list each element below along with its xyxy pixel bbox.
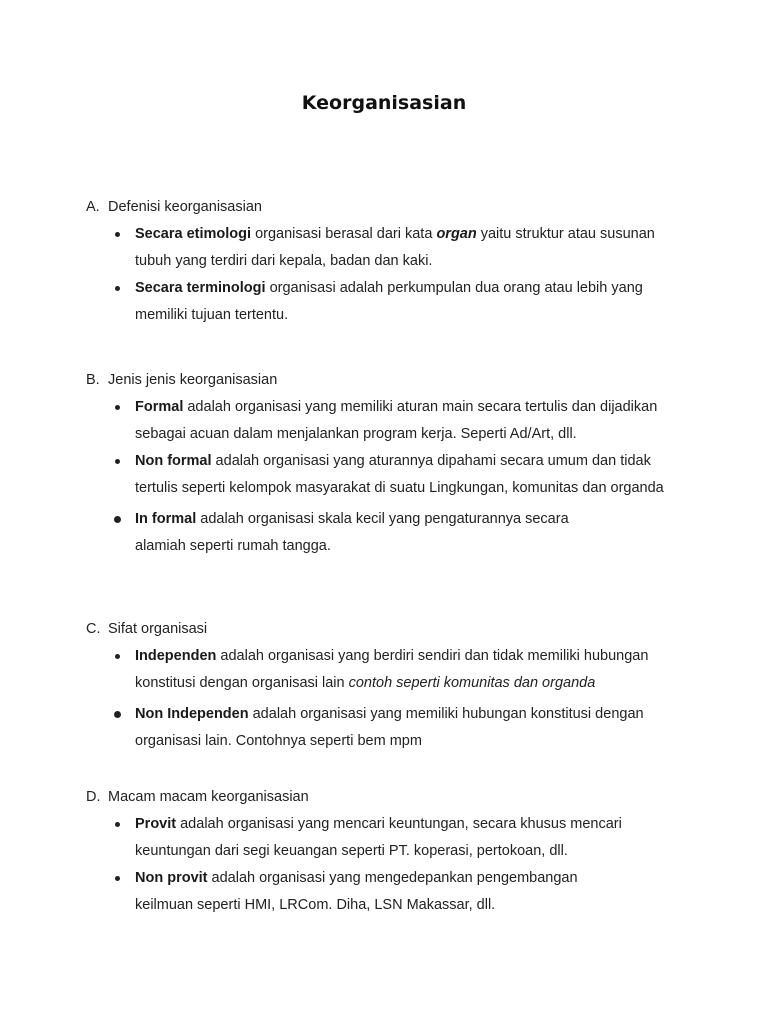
- section-letter: C.: [86, 621, 101, 637]
- list-item: [86, 506, 686, 560]
- item-body: adalah organisasi yang memiliki hubungan konstitusi dengan organisasi lain. Contohnya seperti bem mpm: [135, 706, 644, 749]
- item-text: [135, 448, 680, 502]
- bullet-icon: [115, 822, 120, 827]
- section-letter: D.: [86, 789, 101, 805]
- section-letter: B.: [86, 372, 100, 388]
- bullet-icon: [114, 516, 121, 523]
- item-body: organisasi adalah perkumpulan dua orang atau lebih yang memiliki tujuan tertentu.: [135, 280, 643, 323]
- section-letter: A.: [86, 199, 100, 215]
- item-body: organisasi berasal dari kata: [251, 226, 437, 242]
- bullet-icon: [115, 459, 120, 464]
- page-title: Keorganisasian: [301, 92, 467, 114]
- bullet-list: [86, 394, 686, 560]
- list-item: [86, 275, 686, 329]
- item-text: [135, 701, 680, 755]
- item-term: Provit: [135, 816, 177, 832]
- list-item: [86, 221, 686, 275]
- item-body: adalah organisasi yang aturannya dipahami secara umum dan tidak tertulis seperti kelompok masyarakat di suatu Lingkungan, komunitas dan organda: [135, 453, 664, 496]
- item-body: adalah organisasi skala kecil yang pengaturannya secara alamiah seperti rumah tangga.: [135, 511, 569, 554]
- item-term: Independen: [135, 648, 217, 664]
- section-a: [86, 194, 686, 329]
- item-term: Non Independen: [135, 706, 249, 722]
- item-term: Non formal: [135, 453, 212, 469]
- item-term: Formal: [135, 399, 184, 415]
- item-body: adalah organisasi yang mengedepankan pengembangan keilmuan seperti HMI, LRCom. Diha, LSN Makassar, dll.: [135, 870, 578, 913]
- item-text: [135, 643, 680, 697]
- item-text: [135, 275, 680, 329]
- bullet-icon: [115, 876, 120, 881]
- section-heading: [86, 367, 686, 394]
- list-item: [86, 811, 686, 865]
- section-title: Macam macam keorganisasian: [108, 789, 309, 805]
- item-term: In formal: [135, 511, 197, 527]
- bullet-icon: [115, 405, 120, 410]
- item-term: Secara terminologi: [135, 280, 266, 296]
- section-heading: [86, 784, 686, 811]
- item-emphasis: organ: [436, 226, 477, 242]
- section-heading: [86, 194, 686, 221]
- bullet-icon: [115, 654, 120, 659]
- list-item: [86, 701, 686, 755]
- section-c: [86, 616, 686, 755]
- bullet-icon: [114, 711, 121, 718]
- list-item: [86, 448, 686, 502]
- item-body: yaitu struktur atau susunan tubuh yang terdiri dari kepala, badan dan kaki.: [135, 226, 655, 269]
- section-b: [86, 367, 686, 560]
- section-title: Jenis jenis keorganisasian: [108, 372, 278, 388]
- list-item: [86, 865, 686, 919]
- item-text: [135, 221, 680, 275]
- section-d: [86, 784, 686, 919]
- section-title: Defenisi keorganisasian: [108, 199, 262, 215]
- item-text: [135, 506, 605, 560]
- item-body: adalah organisasi yang berdiri sendiri dan tidak memiliki hubungan konstitusi dengan organisasi lain: [135, 648, 649, 691]
- bullet-list: [86, 643, 686, 755]
- item-term: Secara etimologi: [135, 226, 252, 242]
- item-body: adalah organisasi yang memiliki aturan main secara tertulis dan dijadikan sebagai acuan dalam menjalankan program kerja. Seperti Ad/Art, dll.: [135, 399, 658, 442]
- item-text: [135, 811, 680, 865]
- bullet-list: [86, 221, 686, 329]
- bullet-list: [86, 811, 686, 919]
- item-term: Non provit: [135, 870, 208, 886]
- item-body: adalah organisasi yang mencari keuntungan, secara khusus mencari keuntungan dari segi keuangan seperti PT. koperasi, pertokoan, dll.: [135, 816, 622, 859]
- bullet-icon: [115, 232, 120, 237]
- list-item: [86, 394, 686, 448]
- item-text: [135, 865, 605, 919]
- bullet-icon: [115, 286, 120, 291]
- section-heading: [86, 616, 686, 643]
- section-title: Sifat organisasi: [108, 621, 208, 637]
- list-item: [86, 643, 686, 697]
- item-text: [135, 394, 680, 448]
- item-italic-note: contoh seperti komunitas dan organda: [348, 675, 596, 691]
